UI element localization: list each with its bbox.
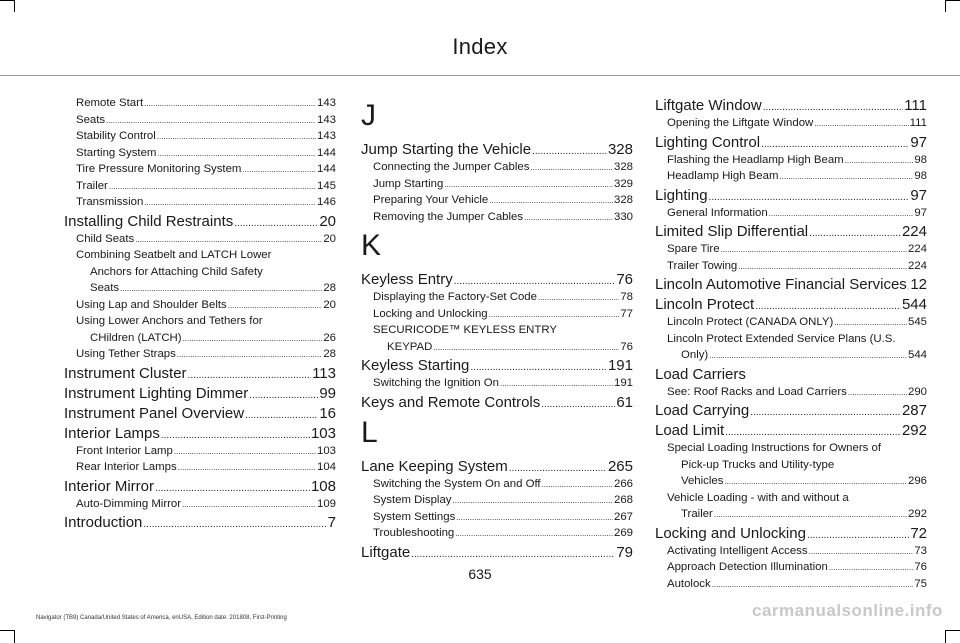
- entry-label: Spare Tire: [667, 243, 720, 255]
- page-reference: 7: [327, 514, 336, 531]
- page-reference: 77: [620, 307, 633, 320]
- index-subentry: [64, 247, 336, 297]
- page-reference: 143: [316, 130, 336, 142]
- entry-label: Stability Control: [76, 130, 156, 142]
- entry-label-continued: Anchors for Attaching Child Safety: [90, 265, 263, 278]
- entry-label: Installing Child Restraints: [64, 212, 234, 230]
- page-reference: 328: [613, 161, 633, 173]
- index-subentry: [361, 306, 633, 323]
- entry-label: Jump Starting: [373, 177, 444, 190]
- entry-label: Flashing the Headlamp High Beam: [667, 153, 844, 166]
- dot-leader: [489, 192, 613, 210]
- dot-leader: [709, 186, 910, 207]
- index-subentry: [361, 159, 633, 176]
- entry-label: Only): [681, 349, 709, 361]
- dot-leader: [908, 275, 910, 296]
- dot-leader: [834, 314, 907, 332]
- entry-label: Seats: [90, 282, 120, 294]
- index-entry: [655, 421, 927, 440]
- page-reference: 113: [312, 364, 336, 382]
- index-subentry: [655, 115, 927, 132]
- entry-label: Instrument Lighting Dimmer: [64, 384, 249, 402]
- index-column-2: [361, 95, 633, 562]
- index-subentry: [64, 178, 336, 195]
- index-entry: [655, 295, 927, 314]
- entry-label: Jump Starting the Vehicle: [361, 141, 532, 158]
- index-subentry: [361, 176, 633, 193]
- page-reference: 144: [316, 163, 336, 175]
- entry-label: Using Lap and Shoulder Belts: [76, 298, 227, 311]
- dot-leader: [848, 384, 907, 402]
- page-reference: 143: [316, 97, 336, 109]
- page-reference: 268: [613, 494, 633, 506]
- dot-leader: [433, 339, 619, 357]
- entry-label: KEYPAD: [387, 340, 433, 353]
- dot-leader: [178, 459, 316, 477]
- index-subentry-continued: [373, 339, 633, 356]
- entry-label: General Information: [667, 206, 768, 219]
- dot-leader: [750, 401, 901, 422]
- index-entry: [64, 384, 336, 403]
- dot-leader: [411, 543, 615, 564]
- page-reference: 28: [323, 348, 336, 360]
- dot-leader: [524, 209, 613, 227]
- entry-label: Lincoln Protect (CANADA ONLY): [667, 316, 834, 328]
- dot-leader: [721, 241, 907, 259]
- index-subentry: [64, 443, 336, 460]
- dot-leader: [228, 297, 323, 315]
- page-reference: 12: [910, 276, 927, 293]
- dot-leader: [106, 112, 316, 130]
- dot-leader: [714, 506, 907, 524]
- entry-label: Using Lower Anchors and Tethers for: [76, 315, 263, 327]
- dot-leader: [845, 152, 914, 170]
- dot-leader: [120, 280, 322, 298]
- page-reference: 28: [323, 282, 336, 294]
- entry-label: Child Seats: [76, 232, 135, 245]
- index-subentry: [361, 209, 633, 226]
- page-reference: 20: [319, 212, 336, 230]
- dot-leader: [456, 509, 613, 527]
- dot-leader: [182, 496, 316, 514]
- dot-leader: [755, 295, 901, 316]
- page-reference: 265: [607, 457, 633, 475]
- dot-leader: [144, 194, 316, 212]
- index-entry: [361, 393, 633, 412]
- dot-leader: [542, 476, 613, 494]
- entry-label: Lighting Control: [655, 133, 761, 151]
- page-reference: 98: [914, 170, 927, 182]
- index-subentry: [655, 490, 927, 523]
- dot-leader: [807, 524, 909, 545]
- dot-leader: [509, 457, 607, 478]
- dot-leader: [709, 347, 907, 365]
- index-subentry: [655, 440, 927, 490]
- dot-leader: [470, 356, 607, 377]
- entry-label: Rear Interior Lamps: [76, 461, 177, 473]
- section-letter: K: [361, 229, 382, 262]
- index-entry: [64, 212, 336, 231]
- index-column-1: [64, 95, 336, 532]
- crop-mark: [945, 0, 946, 12]
- dot-leader: [814, 115, 908, 133]
- page-number: 635: [468, 566, 492, 582]
- entry-label: Remote Start: [76, 97, 144, 109]
- dot-leader: [245, 404, 318, 425]
- entry-label: Activating Intelligent Access: [667, 544, 808, 557]
- entry-label: Approach Detection Illumination: [667, 561, 828, 573]
- dot-leader: [454, 270, 616, 291]
- index-subentry: [64, 194, 336, 211]
- index-subentry-continued: [667, 506, 927, 523]
- entry-label: Keyless Starting: [361, 357, 470, 374]
- dot-leader: [453, 492, 613, 510]
- page-reference: 97: [910, 133, 927, 151]
- entry-label: Trailer: [681, 508, 713, 520]
- page-reference: 20: [323, 232, 336, 245]
- entry-label: Connecting the Jumper Cables: [373, 161, 530, 173]
- index-subentry: [655, 258, 927, 275]
- dot-leader: [234, 212, 318, 233]
- page-reference: 73: [914, 544, 927, 557]
- dot-leader: [144, 95, 316, 113]
- index-entry: [361, 270, 633, 289]
- title-divider: [0, 75, 960, 76]
- page-reference: 97: [914, 206, 927, 219]
- entry-label: Locking and Unlocking: [655, 524, 806, 542]
- page-reference: 76: [914, 561, 927, 573]
- entry-label: Introduction: [64, 514, 143, 531]
- page-reference: 111: [904, 97, 927, 114]
- index-entry: [655, 186, 927, 205]
- entry-label: Troubleshooting: [373, 527, 455, 539]
- dot-leader: [541, 393, 615, 414]
- page-reference: 108: [310, 477, 336, 495]
- page-reference: 97: [910, 186, 927, 204]
- dot-leader: [779, 168, 913, 186]
- dot-leader: [155, 477, 310, 498]
- page-reference: 544: [901, 296, 927, 313]
- page-reference: 545: [907, 316, 927, 328]
- index-subentry: [64, 145, 336, 162]
- page-reference: 75: [914, 577, 927, 590]
- page-reference: 269: [613, 527, 633, 539]
- index-entry: [361, 140, 633, 159]
- page-reference: 191: [607, 357, 633, 374]
- dot-leader: [761, 133, 909, 154]
- index-subentry: [64, 346, 336, 363]
- dot-leader: [249, 384, 318, 405]
- index-entry: [64, 424, 336, 443]
- dot-leader: [738, 258, 907, 276]
- index-entry: [361, 356, 633, 375]
- page-reference: 146: [316, 196, 336, 208]
- index-entry: [64, 364, 336, 383]
- entry-label: System Settings: [373, 510, 456, 523]
- index-entry: Load Carriers: [655, 365, 746, 383]
- page-reference: 328: [613, 194, 633, 206]
- entry-label: Instrument Panel Overview: [64, 404, 245, 422]
- entry-label: See: Roof Racks and Load Carriers: [667, 385, 847, 398]
- entry-label: Liftgate Window: [655, 97, 762, 114]
- dot-leader: [143, 513, 326, 534]
- page-reference: 330: [613, 210, 633, 223]
- page-reference: 329: [613, 177, 633, 190]
- page-reference: 287: [901, 402, 927, 419]
- dot-leader: [188, 364, 312, 385]
- entry-label: Keys and Remote Controls: [361, 393, 541, 411]
- dot-leader: [157, 128, 316, 146]
- page-reference: 328: [607, 141, 633, 158]
- index-subentry: [655, 168, 927, 185]
- entry-label: Load Limit: [655, 422, 725, 439]
- entry-label: Lighting: [655, 186, 708, 204]
- entry-label: Interior Lamps: [64, 424, 160, 442]
- index-entry: [64, 477, 336, 496]
- index-entry: [655, 96, 927, 115]
- section-letter: L: [361, 415, 378, 449]
- entry-label: Trailer: [76, 179, 108, 192]
- page-reference: 143: [316, 113, 336, 126]
- entry-label: Removing the Jumper Cables: [373, 210, 524, 223]
- index-subentry: [64, 128, 336, 145]
- page-reference: 224: [907, 259, 927, 272]
- index-subentry: [64, 161, 336, 178]
- index-subentry-continued: [76, 330, 336, 347]
- page-reference: 61: [616, 393, 633, 411]
- index-subentry: [361, 509, 633, 526]
- entry-label: Displaying the Factory-Set Code: [373, 291, 537, 303]
- index-subentry: [361, 492, 633, 509]
- page-reference: 72: [910, 524, 927, 542]
- entry-label: Keyless Entry: [361, 271, 453, 288]
- dot-leader: [809, 222, 901, 243]
- page-reference: 267: [613, 510, 633, 523]
- entry-label: Trailer Towing: [667, 259, 738, 272]
- index-subentry: [655, 314, 927, 331]
- entry-label: Switching the System On and Off: [373, 477, 541, 490]
- dot-leader: [174, 443, 316, 461]
- index-entry: [655, 275, 927, 294]
- page-reference: 103: [316, 444, 336, 457]
- entry-label: Lincoln Protect Extended Service Plans (U.S.: [667, 332, 896, 345]
- page-reference: 79: [616, 543, 633, 561]
- page-reference: 104: [316, 461, 336, 473]
- entry-label: System Display: [373, 494, 452, 506]
- index-subentry-continued: [667, 347, 927, 364]
- entry-label: Seats: [76, 113, 106, 126]
- entry-label: Switching the Ignition On: [373, 377, 500, 389]
- dot-leader: [532, 140, 607, 161]
- entry-label: Front Interior Lamp: [76, 444, 173, 457]
- entry-label: SECURICODE™ KEYLESS ENTRY: [373, 324, 557, 336]
- entry-label: Transmission: [76, 196, 144, 208]
- index-subentry: [64, 297, 336, 314]
- crop-mark: [0, 630, 14, 631]
- index-subentry: [64, 459, 336, 476]
- entry-label: Autolock: [667, 577, 711, 590]
- index-subentry: [361, 192, 633, 209]
- dot-leader: [769, 205, 914, 223]
- entry-label: Preparing Your Vehicle: [373, 194, 489, 206]
- page-reference: 224: [907, 243, 927, 255]
- index-subentry: [655, 152, 927, 169]
- dot-leader: [538, 289, 619, 307]
- index-subentry-continued: [667, 473, 927, 490]
- page-reference: 78: [620, 291, 633, 303]
- entry-label: Combining Seatbelt and LATCH Lower: [76, 249, 272, 261]
- page-reference: 292: [907, 508, 927, 520]
- page-reference: 296: [907, 475, 927, 487]
- page-reference: 111: [909, 117, 927, 129]
- index-subentry: [361, 375, 633, 392]
- index-entry: [361, 457, 633, 476]
- dot-leader: [724, 473, 907, 491]
- index-entry: [655, 222, 927, 241]
- entry-label: Lane Keeping System: [361, 457, 508, 475]
- entry-label-continued: Pick-up Trucks and Utility-type: [681, 458, 835, 471]
- index-subentry: [655, 543, 927, 560]
- entry-label: Limited Slip Differential: [655, 223, 809, 240]
- page-reference: 98: [914, 153, 927, 166]
- index-subentry: [64, 496, 336, 513]
- page-reference: 145: [316, 179, 336, 192]
- entry-label: Using Tether Straps: [76, 348, 176, 360]
- entry-label: Headlamp High Beam: [667, 170, 779, 182]
- index-subentry: [64, 112, 336, 129]
- index-subentry: [655, 241, 927, 258]
- dot-leader: [109, 178, 316, 196]
- index-subentry-continued: [76, 280, 336, 297]
- dot-leader: [444, 176, 613, 194]
- index-entry: [361, 543, 633, 562]
- index-subentry: [361, 289, 633, 306]
- entry-label: Instrument Cluster: [64, 364, 187, 382]
- page-reference: 292: [901, 422, 927, 439]
- entry-label: Starting System: [76, 146, 157, 159]
- index-subentry: [361, 476, 633, 493]
- entry-label: Special Loading Instructions for Owners of: [667, 442, 882, 454]
- dot-leader: [161, 424, 310, 445]
- index-entry: [655, 133, 927, 152]
- dot-leader: [725, 421, 901, 442]
- entry-label: Lincoln Protect: [655, 296, 755, 313]
- page-title: Index: [452, 34, 508, 59]
- dot-leader: [530, 159, 613, 177]
- dot-leader: [242, 161, 316, 179]
- index-subentry: [655, 205, 927, 222]
- page-reference: 224: [901, 223, 927, 240]
- entry-label: Load Carrying: [655, 402, 750, 419]
- watermark-text: carmanualsonline.info: [752, 601, 943, 620]
- edition-footer: Navigator (TB9) Canada/United States of America, enUSA, Edition date: 201808, First-Printing: [36, 615, 287, 621]
- dot-leader: [489, 306, 620, 324]
- entry-label: Locking and Unlocking: [373, 307, 488, 320]
- page-reference: 290: [907, 385, 927, 398]
- index-entry: [655, 524, 927, 543]
- index-subentry: [361, 525, 633, 542]
- crop-mark: [945, 630, 946, 643]
- page-reference: 20: [323, 298, 336, 311]
- index-entry: [655, 401, 927, 420]
- page-reference: 16: [319, 404, 336, 422]
- dot-leader: [157, 145, 316, 163]
- page-reference: 103: [310, 424, 336, 442]
- dot-leader: [500, 375, 613, 393]
- entry-label: Lincoln Automotive Financial Services: [655, 276, 907, 293]
- dot-leader: [763, 96, 903, 117]
- page-reference: 191: [613, 377, 633, 389]
- entry-label: Vehicles: [681, 475, 724, 487]
- crop-mark: [0, 0, 14, 1]
- page-reference: 76: [620, 340, 633, 353]
- index-entry: [64, 404, 336, 423]
- dot-leader: [809, 543, 914, 561]
- crop-mark: [14, 630, 15, 643]
- entry-label: Opening the Liftgate Window: [667, 117, 814, 129]
- entry-label: Tire Pressure Monitoring System: [76, 163, 242, 175]
- index-subentry: [655, 384, 927, 401]
- dot-leader: [177, 346, 323, 364]
- page-reference: 26: [323, 331, 336, 344]
- dot-leader: [135, 231, 322, 249]
- index-subentry: [361, 322, 633, 355]
- page-reference: 266: [613, 477, 633, 490]
- entry-label: Interior Mirror: [64, 477, 155, 495]
- crop-mark: [946, 630, 960, 631]
- dot-leader: [455, 525, 613, 543]
- index-subentry: [64, 313, 336, 346]
- page-reference: 76: [616, 271, 633, 288]
- page-reference: 99: [319, 384, 336, 402]
- index-entry: [64, 513, 336, 532]
- entry-label: Liftgate: [361, 543, 411, 561]
- index-column-3: [655, 95, 927, 592]
- crop-mark: [14, 0, 15, 12]
- index-subentry: [655, 331, 927, 364]
- index-subentry: [64, 95, 336, 112]
- dot-leader: [183, 330, 323, 348]
- page-reference: 109: [316, 497, 336, 510]
- crop-mark: [946, 0, 960, 1]
- section-letter: J: [361, 99, 376, 132]
- entry-label: CHildren (LATCH): [90, 331, 182, 344]
- entry-label: Auto-Dimming Mirror: [76, 497, 182, 510]
- page-reference: 544: [907, 349, 927, 361]
- page-reference: 144: [316, 146, 336, 159]
- index-subentry: [64, 231, 336, 248]
- entry-label: Vehicle Loading - with and without a: [667, 491, 849, 504]
